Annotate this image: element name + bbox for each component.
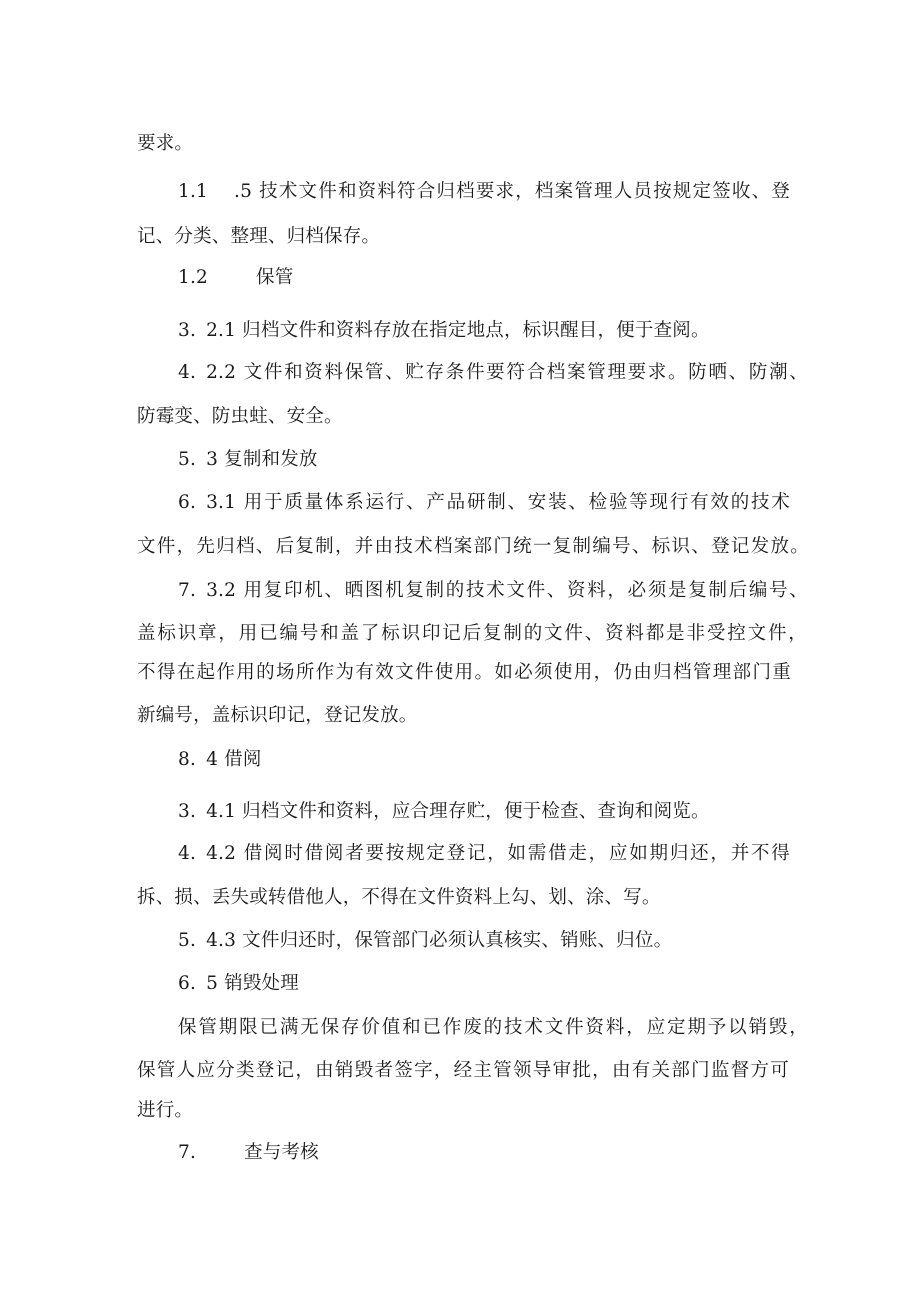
text-line — [178, 929, 848, 953]
text: 2.2 文件和资料保管、贮存条件要符合档案管理要求。防晒、防潮、 — [206, 362, 808, 383]
text: 不得在起作用的场所作为有效文件使用。如必须使用，仍由归档管理部门重 — [137, 662, 791, 683]
text: 要求。 — [137, 133, 194, 154]
section-title: 4 借阅 — [206, 749, 262, 770]
text: 进行。 — [137, 1100, 194, 1121]
text-line — [137, 1099, 807, 1123]
section-heading — [178, 1141, 848, 1165]
list-number: 4. — [178, 362, 197, 383]
text-line — [137, 622, 807, 646]
text: 防霉变、防虫蛀、安全。 — [137, 406, 343, 427]
text-line — [137, 225, 807, 249]
list-number: 3. — [178, 320, 197, 341]
section-heading — [178, 448, 848, 472]
text: 3.1 用于质量体系运行、产品研制、安装、检验等现行有效的技术 — [206, 492, 790, 513]
text-line — [137, 661, 791, 685]
section-title: 3 复制和发放 — [206, 449, 318, 470]
text-line — [137, 704, 807, 728]
list-number: 3. — [178, 801, 197, 822]
list-number: 4. — [178, 843, 197, 864]
text: 文件，先归档、后复制，并由技术档案部门统一复制编号、标识、登记发放。 — [137, 536, 809, 557]
text: 保管期限已满无保存价值和已作废的技术文件资料，应定期予以销毁， — [178, 1017, 808, 1038]
text: 盖标识章，用已编号和盖了标识印记后复制的文件、资料都是非受控文件， — [137, 623, 807, 644]
text-line — [178, 361, 808, 385]
text: 4.2 借阅时借阅者要按规定登记，如需借走，应如期归还，并不得 — [206, 843, 790, 864]
section-number: 1.1 — [178, 181, 209, 202]
section-heading — [178, 972, 848, 996]
text: .5 技术文件和资料符合归档要求，档案管理人员按规定签收、登 — [234, 181, 790, 202]
text-line — [137, 132, 807, 156]
text-line — [178, 491, 790, 515]
text-line — [137, 405, 807, 429]
section-number: 1.2 — [178, 267, 209, 288]
list-number: 5. — [178, 449, 197, 470]
list-number: 7. — [178, 1142, 197, 1163]
text: 新编号，盖标识印记，登记发放。 — [137, 705, 418, 726]
text-line — [178, 180, 790, 204]
text: 2.1 归档文件和资料存放在指定地点，标识醒目，便于查阅。 — [206, 320, 710, 341]
text-line — [178, 319, 848, 343]
list-number: 7. — [178, 580, 197, 601]
text-line — [178, 842, 790, 866]
text: 拆、损、丢失或转借他人，不得在文件资料上勾、划、涂、写。 — [137, 887, 661, 908]
text: 记、分类、整理、归档保存。 — [137, 226, 381, 247]
list-number: 6. — [178, 973, 197, 994]
text: 4.3 文件归还时，保管部门必须认真核实、销账、归位。 — [206, 930, 673, 951]
section-heading — [178, 266, 848, 290]
list-number: 8. — [178, 749, 197, 770]
section-title: 查与考核 — [244, 1142, 319, 1163]
section-heading — [178, 748, 848, 772]
list-number: 6. — [178, 492, 197, 513]
text-line — [178, 1016, 808, 1040]
section-title: 保管 — [256, 267, 294, 288]
section-title: 5 销毁处理 — [206, 973, 299, 994]
text: 4.1 归档文件和资料，应合理存贮，便于检查、查询和阅览。 — [206, 801, 710, 822]
text: 3.2 用复印机、晒图机复制的技术文件、资料，必须是复制后编号、 — [206, 580, 808, 601]
text-line — [137, 886, 807, 910]
list-number: 5. — [178, 930, 197, 951]
text: 保管人应分类登记，由销毁者签字，经主管领导审批，由有关部门监督方可 — [137, 1060, 789, 1081]
text-line — [137, 535, 809, 559]
text-line — [178, 579, 808, 603]
text-line — [178, 800, 848, 824]
text-line — [137, 1059, 789, 1083]
